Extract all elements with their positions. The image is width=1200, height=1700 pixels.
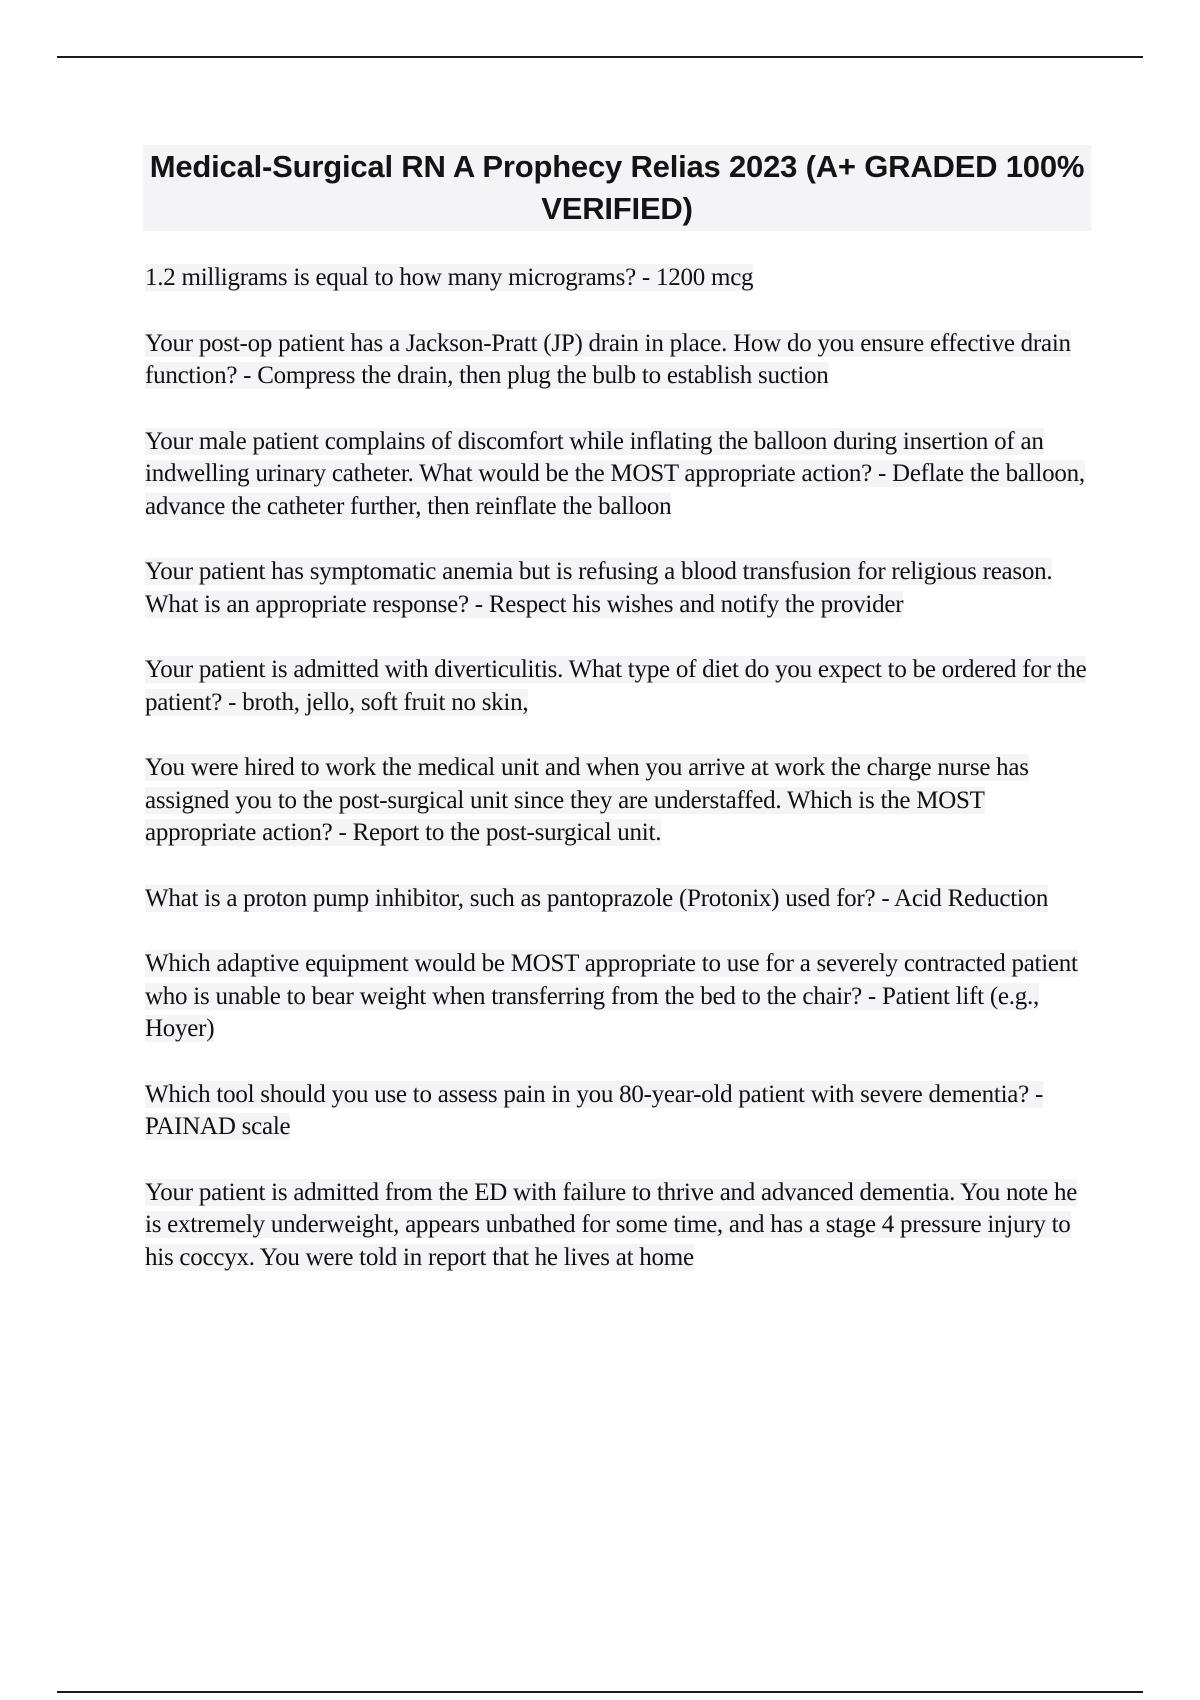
qa-text: Which tool should you use to assess pain in you 80-year-old patient with severe dementia? - PAINAD scale: [145, 1080, 1044, 1140]
qa-text: What is a proton pump inhibitor, such as pantoprazole (Protonix) used for? - Acid Reduction: [145, 884, 1049, 912]
qa-item: [145, 1177, 1095, 1275]
qa-item: [145, 328, 1095, 393]
qa-text: Your patient is admitted with diverticulitis. What type of diet do you expect to be ordered for the patient? - broth, jello, soft fruit no skin,: [145, 656, 1087, 716]
document-title: Medical-Surgical RN A Prophecy Relias 2023 (A+ GRADED 100% VERIFIED): [149, 149, 1085, 226]
qa-item: [145, 883, 1095, 916]
qa-item: [145, 654, 1095, 719]
qa-text: You were hired to work the medical unit and when you arrive at work the charge nurse has assigned you to the post-surgical unit since they are understaffed. Which is the MOST appropriate action? - Report to the post-surgical unit.: [145, 754, 1029, 846]
qa-item: [145, 752, 1095, 850]
qa-item: [145, 556, 1095, 621]
qa-text: Which adaptive equipment would be MOST appropriate to use for a severely contracted patient who is unable to bear weight when transferring from the bed to the chair? - Patient lift (e.g., Hoyer): [145, 950, 1078, 1042]
question-answer-list: [145, 262, 1095, 1307]
qa-text: Your male patient complains of discomfort while inflating the balloon during insertion of an indwelling urinary catheter. What would be the MOST appropriate action? - Deflate the balloon, advance the catheter further, then reinflate the balloon: [145, 427, 1085, 520]
qa-text: Your patient has symptomatic anemia but is refusing a blood transfusion for religious reason. What is an appropriate response? - Respect his wishes and notify the provider: [145, 558, 1053, 618]
qa-item: [145, 262, 1095, 295]
qa-item: [145, 426, 1095, 524]
qa-text: 1.2 milligrams is equal to how many micrograms? - 1200 mcg: [145, 264, 754, 291]
title-banner: [143, 145, 1091, 231]
top-divider: [57, 56, 1143, 58]
qa-item: [145, 1079, 1095, 1144]
bottom-divider: [57, 1691, 1143, 1693]
qa-item: [145, 948, 1095, 1046]
qa-text: Your patient is admitted from the ED with failure to thrive and advanced dementia. You note he is extremely underweight, appears unbathed for some time, and has a stage 4 pressure injury to his coccyx. You were told in report that he lives at home: [145, 1178, 1078, 1271]
qa-text: Your post-op patient has a Jackson-Pratt (JP) drain in place. How do you ensure effective drain function? - Compress the drain, then plug the bulb to establish suction: [145, 329, 1071, 389]
